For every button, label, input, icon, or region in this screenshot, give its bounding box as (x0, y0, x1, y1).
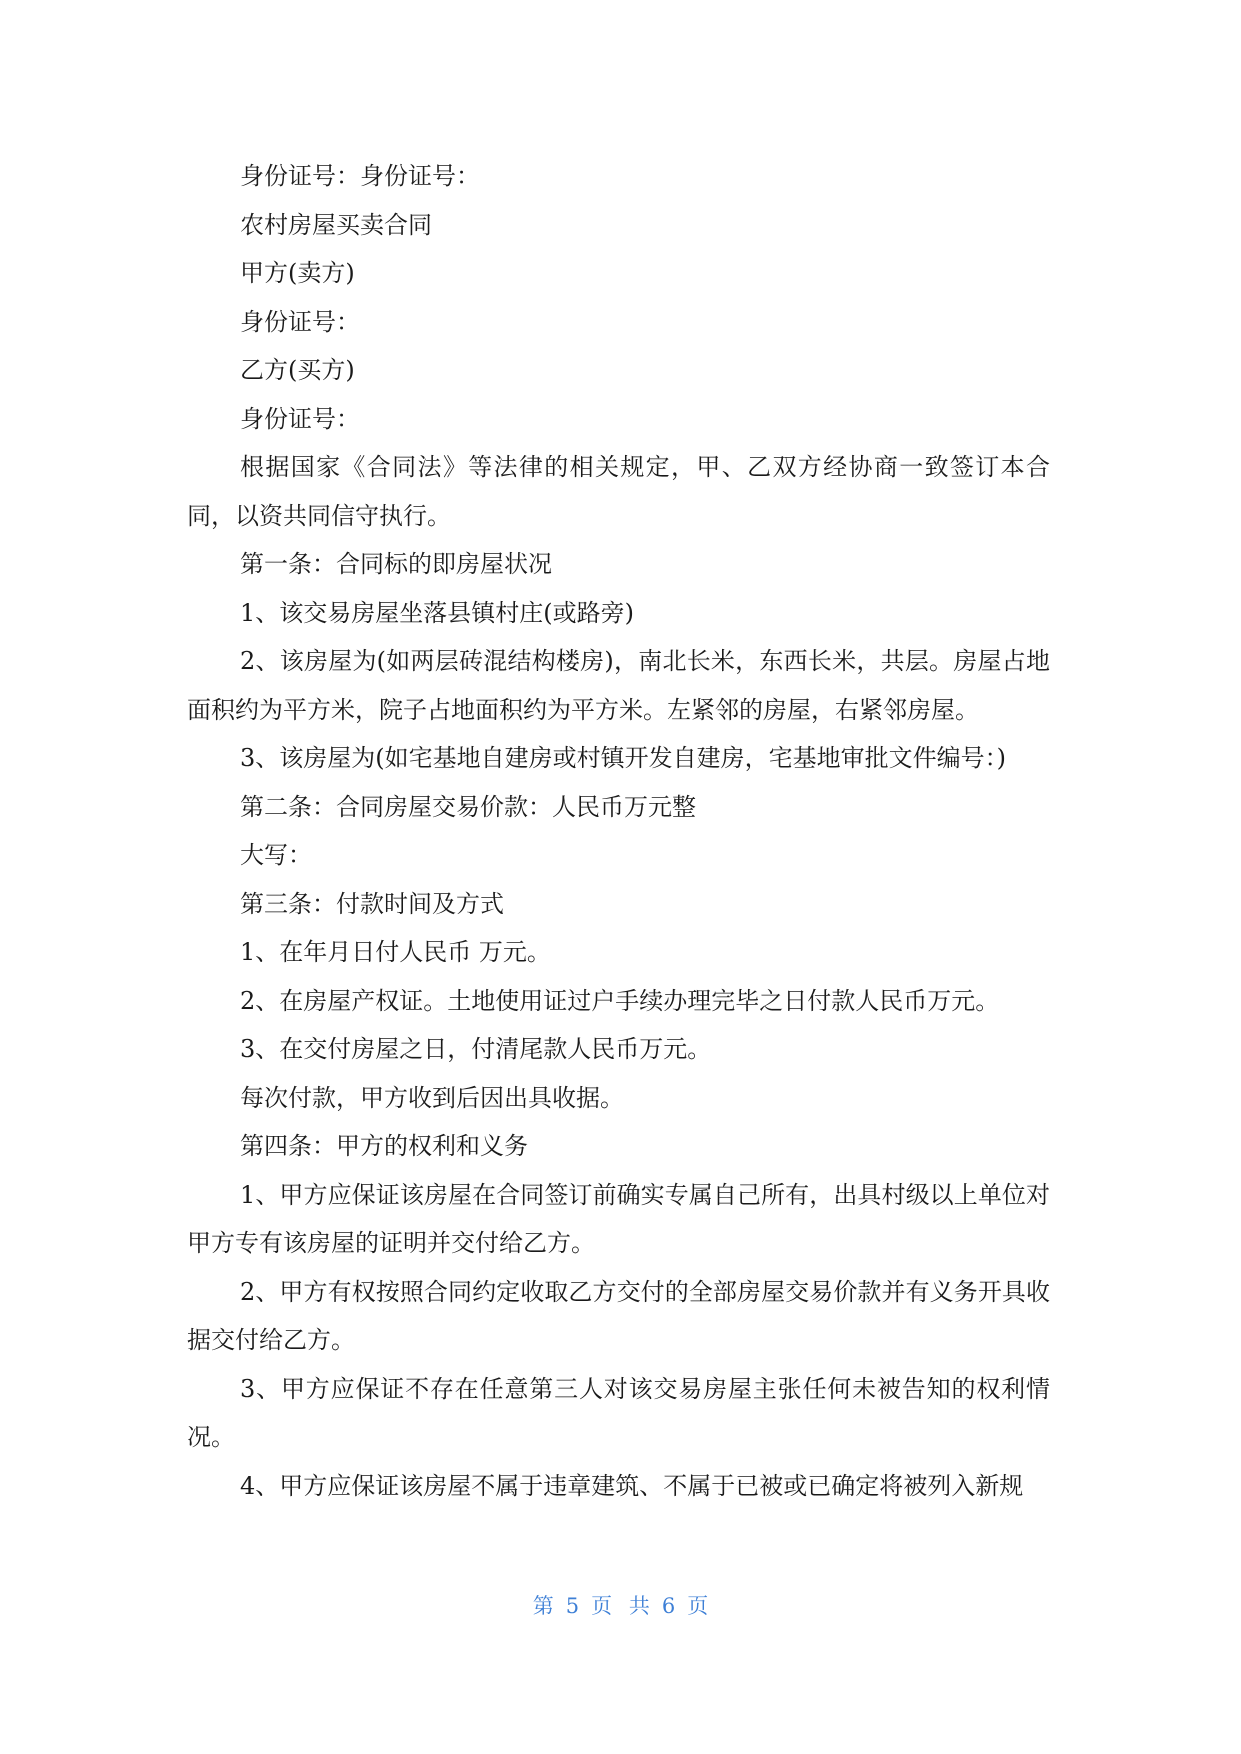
paragraph: 根据国家《合同法》等法律的相关规定，甲、乙双方经协商一致签订本合同，以资共同信守执行。 (187, 453, 1050, 530)
paragraph: 身份证号：身份证号： (240, 162, 480, 190)
total-pages-number: 6 (661, 1594, 676, 1618)
page-footer (0, 1590, 1241, 1620)
paragraph: 3、甲方应保证不存在任意第三人对该交易房屋主张任何未被告知的权利情况。 (187, 1374, 1050, 1451)
paragraph: 3、在交付房屋之日，付清尾款人民币万元。 (240, 1035, 712, 1063)
paragraph: 1、该交易房屋坐落县镇村庄(或路旁) (240, 598, 634, 627)
paragraph: 第二条：合同房屋交易价款：人民币万元整 (240, 792, 696, 821)
paragraph: 第一条：合同标的即房屋状况 (240, 550, 552, 578)
paragraph: 2、在房屋产权证。土地使用证过户手续办理完毕之日付款人民币万元。 (240, 986, 1000, 1015)
paragraph: 身份证号： (240, 404, 360, 433)
paragraph: 3、该房屋为(如宅基地自建房或村镇开发自建房，宅基地审批文件编号：) (240, 744, 1006, 772)
paragraph: 第三条：付款时间及方式 (240, 889, 504, 918)
paragraph: 第四条：甲方的权利和义务 (240, 1132, 528, 1160)
paragraph: 1、在年月日付人民币 万元。 (240, 938, 551, 966)
paragraph: 每次付款，甲方收到后因出具收据。 (240, 1083, 624, 1112)
footer-middle: 页 共 (591, 1594, 650, 1618)
current-page-number: 5 (565, 1594, 580, 1618)
paragraph: 甲方(卖方) (240, 259, 355, 287)
paragraph: 1、甲方应保证该房屋在合同签订前确实专属自己所有，出具村级以上单位对甲方专有该房屋的证明并交付给乙方。 (187, 1180, 1050, 1257)
document-body (187, 152, 1050, 1510)
paragraph: 农村房屋买卖合同 (240, 210, 432, 239)
footer-suffix: 页 (687, 1594, 709, 1618)
footer-prefix: 第 (532, 1594, 554, 1618)
paragraph: 大写： (240, 841, 312, 869)
paragraph: 2、该房屋为(如两层砖混结构楼房)，南北长米，东西长米，共层。房屋占地面积约为平方米，院子占地面积约为平方米。左紧邻的房屋，右紧邻房屋。 (187, 647, 1050, 724)
paragraph: 2、甲方有权按照合同约定收取乙方交付的全部房屋交易价款并有义务开具收据交付给乙方。 (187, 1277, 1050, 1354)
paragraph: 身份证号： (240, 307, 360, 336)
paragraph: 4、甲方应保证该房屋不属于违章建筑、不属于已被或已确定将被列入新规 (240, 1471, 1024, 1500)
paragraph: 乙方(买方) (240, 356, 355, 384)
